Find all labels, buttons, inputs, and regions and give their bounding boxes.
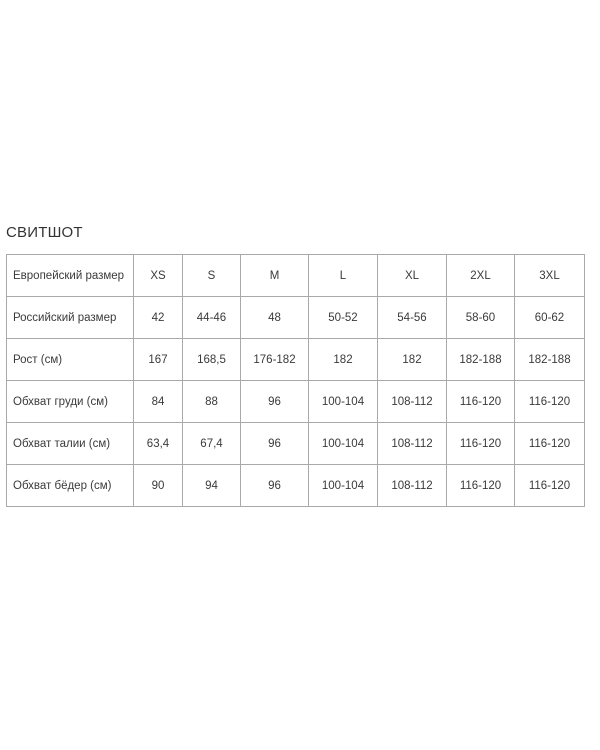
size-cell: 42	[134, 297, 183, 339]
size-cell: 176-182	[241, 339, 309, 381]
size-row-russian	[7, 297, 585, 339]
size-cell: 48	[241, 297, 309, 339]
size-cell: S	[183, 255, 241, 297]
size-cell: 84	[134, 381, 183, 423]
row-label: Европейский размер	[7, 255, 134, 297]
size-cell: 63,4	[134, 423, 183, 465]
size-cell: 96	[241, 381, 309, 423]
row-label: Обхват бёдер (см)	[7, 465, 134, 507]
row-label: Обхват талии (см)	[7, 423, 134, 465]
size-cell: 168,5	[183, 339, 241, 381]
size-cell: 90	[134, 465, 183, 507]
size-row-height	[7, 339, 585, 381]
size-cell: 54-56	[378, 297, 447, 339]
size-cell: 182-188	[515, 339, 585, 381]
size-cell: 67,4	[183, 423, 241, 465]
size-cell: 50-52	[309, 297, 378, 339]
size-cell: 60-62	[515, 297, 585, 339]
size-cell: 96	[241, 423, 309, 465]
size-cell: 182-188	[447, 339, 515, 381]
size-cell: 100-104	[309, 465, 378, 507]
size-row-waist	[7, 423, 585, 465]
size-cell: 3XL	[515, 255, 585, 297]
size-cell: 108-112	[378, 381, 447, 423]
size-cell: 100-104	[309, 381, 378, 423]
size-row-european	[7, 255, 585, 297]
size-cell: 116-120	[515, 381, 585, 423]
size-cell: 116-120	[447, 381, 515, 423]
size-cell: 108-112	[378, 423, 447, 465]
size-cell: XL	[378, 255, 447, 297]
size-cell: M	[241, 255, 309, 297]
size-cell: 88	[183, 381, 241, 423]
size-cell: 182	[378, 339, 447, 381]
size-cell: 96	[241, 465, 309, 507]
size-cell: L	[309, 255, 378, 297]
size-cell: 116-120	[515, 465, 585, 507]
size-cell: 182	[309, 339, 378, 381]
size-row-hips	[7, 465, 585, 507]
row-label: Обхват груди (см)	[7, 381, 134, 423]
size-cell: 44-46	[183, 297, 241, 339]
size-cell: 116-120	[447, 423, 515, 465]
row-label: Рост (см)	[7, 339, 134, 381]
row-label: Российский размер	[7, 297, 134, 339]
size-cell: 2XL	[447, 255, 515, 297]
size-table	[6, 254, 585, 507]
size-cell: 108-112	[378, 465, 447, 507]
size-cell: 167	[134, 339, 183, 381]
size-cell: 94	[183, 465, 241, 507]
size-cell: XS	[134, 255, 183, 297]
size-cell: 58-60	[447, 297, 515, 339]
size-cell: 116-120	[447, 465, 515, 507]
size-row-chest	[7, 381, 585, 423]
size-cell: 100-104	[309, 423, 378, 465]
size-cell: 116-120	[515, 423, 585, 465]
page-title: СВИТШОТ	[6, 224, 83, 241]
